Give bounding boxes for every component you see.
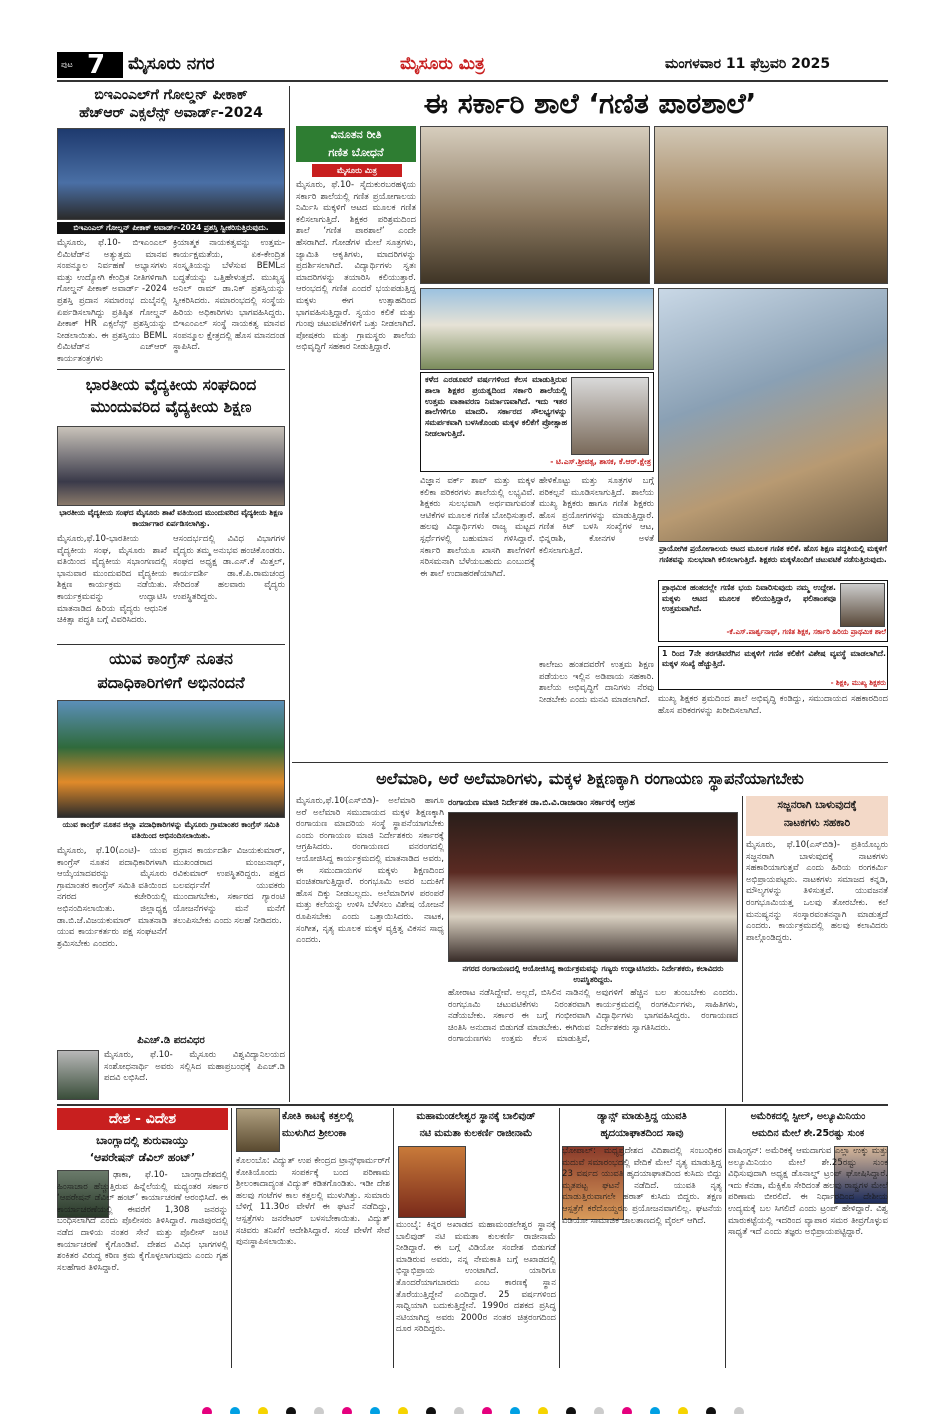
divider <box>393 1108 394 1368</box>
school-body-col2: ವಿಜ್ಞಾನ ವರ್ಕ್ ಶಾಪ್ ಮತ್ತು ಮಕ್ಕಳ ಕಲಿಕಾ ಪರಿಕರಗಳು ಶಾಲೆಯಲ್ಲಿ ಲಭ್ಯವಿವೆ. ಶಿಕ್ಷಕರು ಸುಲಭವಾಗಿ ಅರ್ಥವಾಗುವಂತೆ ಆಟಿಕೆಗಳ ಮೂಲಕ ಗಣಿತ ಬೋಧಿಸುತ್ತಾರೆ. ಹಲವು ವಿದ್ಯಾರ್ಥಿಗಳು ರಾಜ್ಯ ಮಟ್ಟದ ಸ್ಪರ್ಧೆಗಳಲ್ಲಿ ಬಹುಮಾನ ಗಳಿಸಿದ್ದಾರೆ. ಸರ್ಕಾರಿ ಶಾಲೆಯೂ ಖಾಸಗಿ ಶಾಲೆಗಳಿಗೆ ಸರಿಸಮನಾಗಿ ಬೆಳೆಯಬಹುದು ಎಂಬುದಕ್ಕೆ ಈ ಶಾಲೆ ಉದಾಹರಣೆಯಾಗಿದೆ. <box>420 476 535 579</box>
beml-headline-line1: ಬಿಇಎಂಎಲ್‌ಗೆ ಗೋಲ್ಡನ್ ಪೀಕಾಕ್ <box>94 87 248 103</box>
page-label: ಪುಟ <box>61 60 73 69</box>
medical-headline-line2: ಮುಂದುವರಿದ ವೈದ್ಯಕೀಯ ಶಿಕ್ಷಣ <box>90 398 252 416</box>
dance-headline-line2: ಹೃದಯಾಘಾತದಿಂದ ಸಾವು <box>600 1128 684 1139</box>
masthead: ಮೈಸೂರು ಮಿತ್ರ <box>400 54 485 74</box>
tariff-body: ವಾಷಿಂಗ್ಟನ್: ಅಮೆರಿಕಕ್ಕೆ ಆಮದಾಗುವ ಎಲ್ಲಾ ಉಕ್ಕು ಮತ್ತು ಅಲ್ಯೂಮಿನಿಯಂ ಮೇಲೆ ಶೇ.25ರಷ್ಟು ಸುಂಕ ವಿಧಿಸುವುದಾಗಿ ಅಧ್ಯಕ್ಷ ಡೊನಾಲ್ಡ್ ಟ್ರಂಪ್ ಘೋಷಿಸಿದ್ದಾರೆ. ಇದು ಕೆನಡಾ, ಮೆಕ್ಸಿಕೊ ಸೇರಿದಂತೆ ಹಲವು ರಾಷ್ಟ್ರಗಳ ಮೇಲೆ ಪರಿಣಾಮ ಬೀರಲಿದೆ. ಈ ನಿರ್ಧಾರದಿಂದ ದೇಶೀಯ ಉದ್ಯಮಕ್ಕೆ ಬಲ ಸಿಗಲಿದೆ ಎಂದು ಟ್ರಂಪ್ ಹೇಳಿದ್ದಾರೆ. ವಿಶ್ವ ಮಾರುಕಟ್ಟೆಯಲ್ಲಿ ಇದರಿಂದ ವ್ಯಾಪಾರ ಸಮರ ತೀವ್ರಗೊಳ್ಳುವ ಸಾಧ್ಯತೆ ಇದೆ ಎಂದು ತಜ್ಞರು ಅಭಿಪ್ರಾಯಪಟ್ಟಿದ್ದಾರೆ. <box>728 1146 888 1238</box>
beml-body-col1: ಮೈಸೂರು, ಫೆ.10- ಬಿಇಎಂಎಲ್ ಲಿಮಿಟೆಡ್‌ನ ಅತ್ಯುತ್ತಮ ಮಾನವ ಸಂಪನ್ಮೂಲ ನಿರ್ವಹಣೆ ಅಭ್ಯಾಸಗಳು ಮತ್ತು ಉದ್ಯೋಗಿ ಕೇಂದ್ರಿತ ನೀತಿಗಳಿಗಾಗಿ ಗೋಲ್ಡನ್ ಪೀಕಾಕ್ ಅವಾರ್ಡ್ -2024 ಪ್ರಶಸ್ತಿ ಪ್ರದಾನ ಸಮಾರಂಭ ದುಬೈನಲ್ಲಿ ಏರ್ಪಡಿಸಲಾಗಿದ್ದು ಪ್ರತಿಷ್ಠಿತ ಗೋಲ್ಡನ್ ಪೀಕಾಕ್ HR ಎಕ್ಸಲೆನ್ಸ್ ಪ್ರಶಸ್ತಿಯನ್ನು ನೀಡಲಾಯಿತು. ಈ ಪ್ರಶಸ್ತಿಯು BEML ಲಿಮಿಟೆಡ್‌ನ ಎಚ್‌ಆರ್ ಕಾರ್ಯತಂತ್ರಗಳು <box>57 238 167 364</box>
color-dot <box>482 1407 492 1414</box>
school-body-col3b: ಕಾಲೇಜು ಹಂತದವರೆಗೆ ಉತ್ತಮ ಶಿಕ್ಷಣ ಪಡೆಯಲು ಇಲ್ಲಿನ ಅಡಿಪಾಯ ಸಹಕಾರಿ. ಶಾಲೆಯ ಅಭಿವೃದ್ಧಿಗೆ ದಾನಿಗಳು ನೆರವು ನೀಡಬೇಕು ಎಂದು ಮನವಿ ಮಾಡಲಾಗಿದೆ. <box>539 660 654 705</box>
school-kicker-line2: ಗಣಿತ ಬೋಧನೆ <box>328 146 384 159</box>
mamta-photo <box>398 1146 466 1218</box>
school-classroom-photo <box>654 126 888 284</box>
color-dot <box>398 1407 408 1414</box>
phd-headline: ಪಿಎಚ್.ಡಿ ಪದವಿಧರ <box>137 1035 205 1046</box>
color-dot <box>258 1407 268 1414</box>
students-photo-caption: ಪ್ರಾಯೋಗಿಕ ಪ್ರಯೋಗಾಲಯ ಆಟದ ಮೂಲಕ ಗಣಿತ ಕಲಿಕೆ. ಹೊಸ ಶಿಕ್ಷಣ ಪದ್ಧತಿಯಲ್ಲಿ ಮಕ್ಕಳಿಗೆ ಗಣಿತವನ್ನು ಸುಲಭವಾಗಿ ಕಲಿಸಲಾಗುತ್ತಿದೆ. ಶಿಕ್ಷಕರು ಮಕ್ಕಳೊಂದಿಗೆ ಚಟುವಟಿಕೆ ನಡೆಸುತ್ತಿರುವುದು. <box>659 544 887 564</box>
headmaster-quote-box <box>658 646 888 690</box>
school-body-col3: ಹೇಳಿಕೊಟ್ಟು ಮತ್ತು ಸೂತ್ರಗಳ ಬಗ್ಗೆ ಪರಿಕಲ್ಪನೆ ಮೂಡಿಸಲಾಗುತ್ತಿದೆ. ಶಾಲೆಯ ಮುಖ್ಯ ಶಿಕ್ಷಕರು ಹಾಗೂ ಗಣಿತ ಶಿಕ್ಷಕರು ಹೊಸ ಪ್ರಯೋಗಗಳನ್ನು ಮಾಡುತ್ತಿದ್ದಾರೆ. ಗಣಿತ ಕಿಟ್ ಬಳಸಿ ಸಂಖ್ಯೆಗಳ ಆಟ, ಭಿನ್ನರಾಶಿ, ಕೋನಗಳ ಅಳತೆ ಕಲಿಸಲಾಗುತ್ತಿದೆ. <box>539 476 654 556</box>
mamta-body: ಮುಂಬೈ: ಕಿನ್ನರ ಅಖಾಡದ ಮಹಾಮಂಡಲೇಶ್ವರ ಸ್ಥಾನಕ್ಕೆ ಬಾಲಿವುಡ್ ನಟಿ ಮಮತಾ ಕುಲಕರ್ಣಿ ರಾಜೀನಾಮೆ ನೀಡಿದ್ದಾರೆ. ಈ ಬಗ್ಗೆ ವಿಡಿಯೋ ಸಂದೇಶ ಬಿಡುಗಡೆ ಮಾಡಿರುವ ಅವರು, ನನ್ನ ನೇಮಕಾತಿ ಬಗ್ಗೆ ಅಖಾಡದಲ್ಲಿ ಭಿನ್ನಾಭಿಪ್ರಾಯ ಉಂಟಾಗಿದೆ. ಯಾರಿಗೂ ತೊಂದರೆಯಾಗಬಾರದು ಎಂಬ ಕಾರಣಕ್ಕೆ ಸ್ಥಾನ ತೊರೆಯುತ್ತಿದ್ದೇನೆ ಎಂದಿದ್ದಾರೆ. 25 ವರ್ಷಗಳಿಂದ ಸಾಧ್ವಿಯಾಗಿ ಬದುಕುತ್ತಿದ್ದೇನೆ. 1990ರ ದಶಕದ ಪ್ರಸಿದ್ಧ ನಟಿಯಾಗಿದ್ದ ಅವರು 2000ರ ನಂತರ ಚಿತ್ರರಂಗದಿಂದ ದೂರ ಸರಿದಿದ್ದರು. <box>396 1220 556 1335</box>
students-activity-photo <box>658 288 888 542</box>
color-dot <box>202 1407 212 1414</box>
color-dot <box>566 1407 576 1414</box>
srilanka-headline <box>282 1108 390 1144</box>
school-headline: ಈ ಸರ್ಕಾರಿ ಶಾಲೆ ‘ಗಣಿತ ಪಾಠಶಾಲೆ’ <box>423 87 757 120</box>
tariff-headline-line2: ಆಮದಿನ ಮೇಲೆ ಶೇ.25ರಷ್ಟು ಸುಂಕ <box>751 1128 865 1139</box>
beml-body-col2: ಕ್ರಿಯಾತ್ಮಕ ನಾಯಕತ್ವವನ್ನು ಉತ್ತಮ-ಕಾರ್ಯಕ್ಷಮತೆಯ, ಏಕ-ಕೇಂದ್ರಿತ ಸಂಸ್ಕೃತಿಯನ್ನು ಬೆಳೆಸುವ BEMLನ ಬದ್ಧತೆಯನ್ನು ಒತ್ತಿಹೇಳುತ್ತದೆ. ಮುಖ್ಯಸ್ಥ ಅನಿಲ್ ರಾಮ್ ಡಾ.ನಿಕ್ ಪ್ರಶಸ್ತಿಯನ್ನು ಸ್ವೀಕರಿಸಿದರು. ಸಮಾರಂಭದಲ್ಲಿ ಸಂಸ್ಥೆಯ ಹಿರಿಯ ಅಧಿಕಾರಿಗಳು ಭಾಗವಹಿಸಿದ್ದರು. ಬಿಇಎಂಎಲ್ ಸಂಸ್ಥೆ ನಾಯಕತ್ವ ಮಾನವ ಸಂಪನ್ಮೂಲ ಕ್ಷೇತ್ರದಲ್ಲಿ ಹೊಸ ಮಾನದಂಡ ಸ್ಥಾಪಿಸಿದೆ. <box>173 238 285 353</box>
headmaster-quote-text: 1 ರಿಂದ 7ನೇ ತರಗತಿವರೆಗಿನ ಮಕ್ಕಳಿಗೆ ಗಣಿತ ಕಲಿಕೆಗೆ ವಿಶೇಷ ವ್ಯವಸ್ಥೆ ಮಾಡಲಾಗಿದೆ. ಮಕ್ಕಳ ಸಂಖ್ಯೆ ಹೆಚ್ಚುತ್ತಿದೆ. <box>662 649 886 668</box>
phd-body: ಮೈಸೂರು, ಫೆ.10- ಮೈಸೂರು ವಿಶ್ವವಿದ್ಯಾನಿಲಯದ ಸಂಶೋಧನಾರ್ಥಿ ಅವರು ಸಲ್ಲಿಸಿದ ಮಹಾಪ್ರಬಂಧಕ್ಕೆ ಪಿಎಚ್.ಡಿ ಪದವಿ ಲಭಿಸಿದೆ. <box>104 1050 285 1084</box>
color-dot <box>314 1407 324 1414</box>
medical-headline <box>57 374 285 422</box>
divider <box>725 1108 726 1368</box>
srilanka-headline-line2: ಮುಳುಗಿದ ಶ್ರೀಲಂಕಾ <box>282 1128 347 1139</box>
youth-headline-line1: ಯುವ ಕಾಂಗ್ರೆಸ್ ನೂತನ <box>109 649 233 668</box>
dance-headline <box>562 1108 722 1144</box>
divider <box>57 1104 888 1106</box>
divider <box>292 762 888 763</box>
school-footer-text: ಮುಖ್ಯ ಶಿಕ್ಷಕರ ಶ್ರಮದಿಂದ ಶಾಲೆ ಅಭಿವೃದ್ಧಿ ಕಂಡಿದ್ದು, ಸಮುದಾಯದ ಸಹಕಾರದಿಂದ ಹೊಸ ಪರಿಕರಗಳನ್ನು ಖರೀದಿಸಲಾಗಿದೆ. <box>658 694 888 716</box>
divider <box>57 369 285 370</box>
bangladesh-headline-line2: ‘ಆಪರೇಷನ್ ಡೆವಿಲ್ ಹಂಟ್’ <box>89 1151 196 1164</box>
teacher-attribution: -ಕೆ.ಎಸ್.ಪಾರ್ಶ್ವನಾಥ್, ಗಣಿತ ಶಿಕ್ಷಕ, ಸರ್ಕಾರಿ ಹಿರಿಯ ಪ್ರಾಥಮಿಕ ಶಾಲೆ <box>726 628 886 636</box>
rangayana-body-col1: ಮೈಸೂರು,ಫೆ.10(ಎಸ್‌ಬಿಡಿ)- ಅಲೆಮಾರಿ ಹಾಗೂ ಅರೆ ಅಲೆಮಾರಿ ಸಮುದಾಯದ ಮಕ್ಕಳ ಶಿಕ್ಷಣಕ್ಕಾಗಿ ರಂಗಾಯಣ ಮಾದರಿಯ ಸಂಸ್ಥೆ ಸ್ಥಾಪನೆಯಾಗಬೇಕು ಎಂದು ರಂಗಾಯಣ ಮಾಜಿ ನಿರ್ದೇಶಕರು ಸರ್ಕಾರಕ್ಕೆ ಆಗ್ರಹಿಸಿದರು. ರಂಗಾಯಣದ ವನರಂಗದಲ್ಲಿ ಆಯೋಜಿಸಿದ್ದ ಕಾರ್ಯಕ್ರಮದಲ್ಲಿ ಮಾತನಾಡಿದ ಅವರು, ಈ ಸಮುದಾಯಗಳ ಮಕ್ಕಳು ಶಿಕ್ಷಣದಿಂದ ವಂಚಿತರಾಗುತ್ತಿದ್ದಾರೆ. ರಂಗಭೂಮಿ ಅವರ ಬದುಕಿಗೆ ಹೊಸ ದಿಕ್ಕು ನೀಡಬಲ್ಲದು. ಅಲೆಮಾರಿಗಳ ಪರಂಪರೆ ಮತ್ತು ಕಲೆಯನ್ನು ಉಳಿಸಿ ಬೆಳೆಸಲು ವಿಶೇಷ ಯೋಜನೆ ರೂಪಿಸಬೇಕು ಎಂದು ಒತ್ತಾಯಿಸಿದರು. ನಾಟಕ, ಸಂಗೀತ, ನೃತ್ಯ ಮೂಲಕ ಮಕ್ಕಳ ವ್ಯಕ್ತಿತ್ವ ವಿಕಸನ ಸಾಧ್ಯ ಎಂದರು. <box>296 796 444 946</box>
section-title: ಮೈಸೂರು ನಗರ <box>128 54 215 74</box>
color-dot <box>538 1407 548 1414</box>
youth-headline <box>57 647 285 699</box>
color-dot <box>286 1407 296 1414</box>
school-quote-box <box>420 372 654 472</box>
youth-body-col1: ಮೈಸೂರು, ಫೆ.10(ಎಂಟಿ)- ಯುವ ಕಾಂಗ್ರೆಸ್ ನೂತನ ಪದಾಧಿಕಾರಿಗಳಾಗಿ ಆಯ್ಕೆಯಾದವರನ್ನು ಮೈಸೂರು ಗ್ರಾಮಾಂತರ ಕಾಂಗ್ರೆಸ್ ಸಮಿತಿ ವತಿಯಿಂದ ನಗರದ ಕಚೇರಿಯಲ್ಲಿ ಅಭಿನಂದಿಸಲಾಯಿತು. ಜಿಲ್ಲಾಧ್ಯಕ್ಷ ಡಾ.ಬಿ.ಜೆ.ವಿಜಯಕುಮಾರ್ ಮಾತನಾಡಿ ಯುವ ಕಾರ್ಯಕರ್ತರು ಪಕ್ಷ ಸಂಘಟನೆಗೆ ಶ್ರಮಿಸಬೇಕು ಎಂದರು. <box>57 846 167 949</box>
drama-box <box>746 796 888 1100</box>
rangayana-caption: ನಗರದ ರಂಗಾಯಣದಲ್ಲಿ ಆಯೋಜಿಸಿದ್ದ ಕಾರ್ಯಕ್ರಮವನ್ನು ಗಣ್ಯರು ಉದ್ಘಾಟಿಸಿದರು. ನಿರ್ದೇಶಕರು, ಕಲಾವಿದರು ಉಪಸ್ಥಿತರಿದ್ದರು. <box>462 964 724 984</box>
school-building-photo <box>420 288 654 370</box>
bangladesh-body: ಢಾಕಾ, ಫೆ.10- ಬಾಂಗ್ಲಾದೇಶದಲ್ಲಿ ಹಿಂಸಾಚಾರ ಹೆಚ್ಚುತ್ತಿರುವ ಹಿನ್ನೆಲೆಯಲ್ಲಿ ಮಧ್ಯಂತರ ಸರ್ಕಾರ ‘ಆಪರೇಷನ್ ಡೆವಿಲ್ ಹಂಟ್’ ಕಾರ್ಯಾಚರಣೆ ಆರಂಭಿಸಿದೆ. ಈ ಕಾರ್ಯಾಚರಣೆಯಲ್ಲಿ ಈವರೆಗೆ 1,308 ಜನರನ್ನು ಬಂಧಿಸಲಾಗಿದೆ ಎಂದು ಪೊಲೀಸರು ತಿಳಿಸಿದ್ದಾರೆ. ಗಾಜಿಪುರದಲ್ಲಿ ನಡೆದ ದಾಳಿಯ ನಂತರ ಸೇನೆ ಮತ್ತು ಪೊಲೀಸ್ ಜಂಟಿ ಕಾರ್ಯಾಚರಣೆ ಕೈಗೊಂಡಿವೆ. ದೇಶದ ವಿವಿಧ ಭಾಗಗಳಲ್ಲಿ ಶಂಕಿತರ ವಿರುದ್ಧ ಕಠಿಣ ಕ್ರಮ ಕೈಗೊಳ್ಳಲಾಗುವುದು ಎಂದು ಗೃಹ ಸಲಹೆಗಾರ ತಿಳಿಸಿದ್ದಾರೆ. <box>57 1170 228 1273</box>
school-quote-attribution: - ಟಿ.ಎಸ್.ಶ್ರೀವತ್ಸ, ಶಾಸಕ, ಕೆ.ಆರ್.ಕ್ಷೇತ್ರ <box>550 457 651 466</box>
divider <box>231 1108 232 1368</box>
world-section-banner: ದೇಶ - ವಿದೇಶ <box>57 1108 228 1130</box>
color-dot <box>230 1407 240 1414</box>
medical-body-col1: ಮೈಸೂರು,ಫೆ.10-ಭಾರತೀಯ ವೈದ್ಯಕೀಯ ಸಂಘ, ಮೈಸೂರು ಶಾಖೆ ವತಿಯಿಂದ ವೈದ್ಯಕೀಯ ಸಭಾಂಗಣದಲ್ಲಿ ಭಾನುವಾರ ಮುಂದುವರಿದ ವೈದ್ಯಕೀಯ ಶಿಕ್ಷಣ ಕಾರ್ಯಕ್ರಮ ನಡೆಯಿತು. ಕಾರ್ಯಕ್ರಮವನ್ನು ಉದ್ಘಾಟಿಸಿ ಮಾತನಾಡಿದ ಹಿರಿಯ ವೈದ್ಯರು ಆಧುನಿಕ ಚಿಕಿತ್ಸಾ ಪದ್ಧತಿ ಬಗ್ಗೆ ವಿವರಿಸಿದರು. <box>57 534 167 626</box>
school-byline: ಮೈಸೂರು ಮಿತ್ರ <box>312 164 402 177</box>
tariff-headline-line1: ಅಮೆರಿಕದಲ್ಲಿ ಸ್ಟೀಲ್, ಅಲ್ಯೂಮಿನಿಯಂ <box>750 1111 866 1122</box>
color-dot <box>454 1407 464 1414</box>
youth-caption: ಯುವ ಕಾಂಗ್ರೆಸ್ ನೂತನ ಜಿಲ್ಲಾ ಪದಾಧಿಕಾರಿಗಳನ್ನು ಮೈಸೂರು ಗ್ರಾಮಾಂತರ ಕಾಂಗ್ರೆಸ್ ಸಮಿತಿ ವತಿಯಿಂದ ಅಭಿನಂದಿಸಲಾಯಿತು. <box>62 820 280 840</box>
mamta-headline <box>396 1108 556 1144</box>
issue-date: ಮಂಗಳವಾರ 11 ಫೆಬ್ರವರಿ 2025 <box>665 56 831 72</box>
beml-caption: ಬಿಇಎಂಎಲ್ ಗೋಲ್ಡನ್ ಪೀಕಾಕ್ ಅವಾರ್ಡ್-2024 ಪ್ರಶಸ್ತಿ ಸ್ವೀಕರಿಸುತ್ತಿರುವುದು. <box>57 222 285 234</box>
divider <box>289 86 290 1102</box>
color-dot <box>342 1407 352 1414</box>
medical-headline-line1: ಭಾರತೀಯ ವೈದ್ಯಕೀಯ ಸಂಘದಿಂದ <box>85 376 257 394</box>
school-lab-photo <box>420 126 650 284</box>
divider <box>559 1108 560 1368</box>
color-dot <box>370 1407 380 1414</box>
dance-body: ಭೋಪಾಲ್: ಮಧ್ಯಪ್ರದೇಶದ ವಿದಿಶಾದಲ್ಲಿ ಸಂಬಂಧಿಕರ ಮದುವೆ ಸಮಾರಂಭದಲ್ಲಿ ವೇದಿಕೆ ಮೇಲೆ ನೃತ್ಯ ಮಾಡುತ್ತಿದ್ದ 23 ವರ್ಷದ ಯುವತಿ ಹೃದಯಾಘಾತದಿಂದ ಕುಸಿದು ಬಿದ್ದು ಮೃತಪಟ್ಟ ಘಟನೆ ನಡೆದಿದೆ. ಯುವತಿ ನೃತ್ಯ ಮಾಡುತ್ತಿರುವಾಗಲೇ ಹಠಾತ್ ಕುಸಿದು ಬಿದ್ದರು. ತಕ್ಷಣ ಆಸ್ಪತ್ರೆಗೆ ಕರೆದೊಯ್ದರೂ ಪ್ರಯೋಜನವಾಗಲಿಲ್ಲ. ಘಟನೆಯ ವಿಡಿಯೋ ಸಾಮಾಜಿಕ ಜಾಲತಾಣದಲ್ಲಿ ವೈರಲ್ ಆಗಿದೆ. <box>562 1146 722 1226</box>
page-header <box>0 52 945 78</box>
beml-headline <box>57 86 285 124</box>
youth-headline-line2: ಪದಾಧಿಕಾರಿಗಳಿಗೆ ಅಭಿನಂದನೆ <box>97 673 245 692</box>
color-dot <box>678 1407 688 1414</box>
page-number: 7 <box>87 50 106 80</box>
teacher-quote-text: ಪ್ರಾಥಮಿಕ ಹಂತದಲ್ಲೇ ಗಣಿತ ಭಯ ನಿವಾರಿಸುವುದು ನಮ್ಮ ಉದ್ದೇಶ. ಮಕ್ಕಳು ಆಟದ ಮೂಲಕ ಕಲಿಯುತ್ತಿದ್ದಾರೆ, ಫಲಿತಾಂಶವೂ ಉತ್ತಮವಾಗಿದೆ. <box>662 583 836 613</box>
printers-color-marks <box>20 1402 925 1414</box>
youth-photo <box>57 700 285 818</box>
color-dot <box>594 1407 604 1414</box>
rangayana-subhead: ರಂಗಾಯಣ ಮಾಜಿ ನಿರ್ದೇಶಕ ಡಾ.ಬಿ.ವಿ.ರಾಜಾರಾಂ ಸರ್ಕಾರಕ್ಕೆ ಆಗ್ರಹ <box>448 798 635 808</box>
divider <box>57 644 285 645</box>
beml-photo <box>57 128 285 220</box>
school-kicker <box>296 126 416 162</box>
bangladesh-headline <box>57 1132 228 1168</box>
color-dot <box>426 1407 436 1414</box>
dance-headline-line1: ಡ್ಯಾನ್ಸ್ ಮಾಡುತ್ತಿದ್ದ ಯುವತಿ <box>597 1111 687 1122</box>
color-dot <box>622 1407 632 1414</box>
school-body-col1: ಮೈಸೂರು, ಫೆ.10- ಸೈದುಕುರಬರಹಳ್ಳಿಯ ಸರ್ಕಾರಿ ಶಾಲೆಯಲ್ಲಿ ಗಣಿತ ಪ್ರಯೋಗಾಲಯ ನಿರ್ಮಿಸಿ ಮಕ್ಕಳಿಗೆ ಆಟದ ಮೂಲಕ ಗಣಿತ ಕಲಿಸಲಾಗುತ್ತಿದೆ. ಶಿಕ್ಷಕರ ಪರಿಶ್ರಮದಿಂದ ಶಾಲೆ ‘ಗಣಿತ ಪಾಠಶಾಲೆ’ ಎಂದೇ ಹೆಸರಾಗಿದೆ. ಗೋಡೆಗಳ ಮೇಲೆ ಸೂತ್ರಗಳು, ಜ್ಯಾಮಿತಿ ಆಕೃತಿಗಳು, ಮಾದರಿಗಳನ್ನು ಪ್ರದರ್ಶಿಸಲಾಗಿದೆ. ವಿದ್ಯಾರ್ಥಿಗಳು ಸ್ವತಃ ಮಾದರಿಗಳನ್ನು ತಯಾರಿಸಿ ಕಲಿಯುತ್ತಾರೆ. ಆರಂಭದಲ್ಲಿ ಗಣಿತ ಎಂದರೆ ಭಯಪಡುತ್ತಿದ್ದ ಮಕ್ಕಳು ಈಗ ಉತ್ಸಾಹದಿಂದ ಭಾಗವಹಿಸುತ್ತಿದ್ದಾರೆ. ಸ್ವಯಂ ಕಲಿಕೆ ಮತ್ತು ಗುಂಪು ಚಟುವಟಿಕೆಗಳಿಗೆ ಒತ್ತು ನೀಡಲಾಗಿದೆ. ಪೋಷಕರು ಮತ್ತು ಗ್ರಾಮಸ್ಥರು ಶಾಲೆಯ ಅಭಿವೃದ್ಧಿಗೆ ಸಹಕಾರ ನೀಡುತ್ತಿದ್ದಾರೆ. <box>296 180 416 353</box>
color-dot <box>734 1407 744 1414</box>
mla-portrait <box>571 377 649 455</box>
mamta-headline-line2: ನಟಿ ಮಮತಾ ಕುಲಕರ್ಣಿ ರಾಜೀನಾಮೆ <box>419 1128 533 1139</box>
youth-body-col2: ಪ್ರಧಾನ ಕಾರ್ಯದರ್ಶಿ ವಿಜಯಕುಮಾರ್, ಮುಖಂಡರಾದ ಮಂಜುನಾಥ್, ರವಿಕುಮಾರ್ ಉಪಸ್ಥಿತರಿದ್ದರು. ಪಕ್ಷದ ಬಲವರ್ಧನೆಗೆ ಯುವಕರು ಮುಂದಾಗಬೇಕು, ಸರ್ಕಾರದ ಗ್ಯಾರಂಟಿ ಯೋಜನೆಗಳನ್ನು ಮನೆ ಮನೆಗೆ ತಲುಪಿಸಬೇಕು ಎಂದು ಸಲಹೆ ನೀಡಿದರು. <box>173 846 285 926</box>
divider <box>742 796 743 1102</box>
color-dot <box>706 1407 716 1414</box>
srilanka-headline-line1: ಕೋತಿ ಕಾಟಕ್ಕೆ ಕತ್ತಲಲ್ಲಿ <box>282 1111 354 1122</box>
teacher-quote-box <box>658 580 888 642</box>
srilanka-body: ಕೊಲಂಬೊ: ವಿದ್ಯುತ್ ಉಪ ಕೇಂದ್ರದ ಟ್ರಾನ್ಸ್‌ಫಾರ್ಮರ್‌ಗೆ ಕೋತಿಯೊಂದು ಸಂಪರ್ಕಕ್ಕೆ ಬಂದ ಪರಿಣಾಮ ಶ್ರೀಲಂಕಾದಾದ್ಯಂತ ವಿದ್ಯುತ್ ಕಡಿತಗೊಂಡಿತು. ಇಡೀ ದೇಶ ಹಲವು ಗಂಟೆಗಳ ಕಾಲ ಕತ್ತಲಲ್ಲಿ ಮುಳುಗಿತ್ತು. ಸುಮಾರು ಬೆಳಿಗ್ಗೆ 11.30ರ ವೇಳೆಗೆ ಈ ಘಟನೆ ನಡೆದಿದ್ದು, ಆಸ್ಪತ್ರೆಗಳು ಜನರೇಟರ್ ಬಳಸಬೇಕಾಯಿತು. ವಿದ್ಯುತ್ ಸಚಿವರು ತನಿಖೆಗೆ ಆದೇಶಿಸಿದ್ದಾರೆ. ಸಂಜೆ ವೇಳೆಗೆ ಸೇವೆ ಪುನಃಸ್ಥಾಪಿಸಲಾಯಿತು. <box>236 1156 390 1248</box>
medical-body-col2: ಆಸಂದರ್ಭದಲ್ಲಿ ವಿವಿಧ ವಿಭಾಗಗಳ ವೈದ್ಯರು ತಮ್ಮ ಅನುಭವ ಹಂಚಿಕೊಂಡರು. ಸಂಘದ ಅಧ್ಯಕ್ಷ ಡಾ.ಎಸ್.ಕೆ ಮಿತ್ತಲ್, ಕಾರ್ಯದರ್ಶಿ ಡಾ.ಕೆ.ಪಿ.ರಾಮಚಂದ್ರ ಸೇರಿದಂತೆ ಹಲವಾರು ವೈದ್ಯರು ಉಪಸ್ಥಿತರಿದ್ದರು. <box>173 534 285 602</box>
header-rule <box>57 80 888 82</box>
mamta-headline-line1: ಮಹಾಮಂಡಲೇಶ್ವರ ಸ್ಥಾನಕ್ಕೆ ಬಾಲಿವುಡ್ <box>416 1111 536 1122</box>
phd-portrait <box>57 1050 99 1100</box>
bangladesh-headline-line1: ಬಾಂಗ್ಲಾದಲ್ಲಿ ಶುರುವಾಯ್ತು <box>96 1134 189 1147</box>
school-kicker-line1: ವಿನೂತನ ರೀತಿ <box>330 128 382 141</box>
drama-body: ಮೈಸೂರು, ಫೆ.10(ಎಸ್‌ಬಿಡಿ)- ಪ್ರತಿಯೊಬ್ಬರು ಸಜ್ಜನರಾಗಿ ಬಾಳುವುದಕ್ಕೆ ನಾಟಕಗಳು ಸಹಕಾರಿಯಾಗುತ್ತವೆ ಎಂದು ಹಿರಿಯ ರಂಗಕರ್ಮಿ ಅಭಿಪ್ರಾಯಪಟ್ಟರು. ನಾಟಕಗಳು ಸಮಾಜದ ಕನ್ನಡಿ, ಮೌಲ್ಯಗಳನ್ನು ತಿಳಿಸುತ್ತವೆ. ಯುವಜನತೆ ರಂಗಭೂಮಿಯತ್ತ ಒಲವು ತೋರಬೇಕು. ಕಲೆ ಮನುಷ್ಯನನ್ನು ಸಂಸ್ಕಾರವಂತನನ್ನಾಗಿ ಮಾಡುತ್ತದೆ ಎಂದರು. ಕಾರ್ಯಕ್ರಮದಲ್ಲಿ ಹಲವು ಕಲಾವಿದರು ಪಾಲ್ಗೊಂಡಿದ್ದರು. <box>746 840 888 943</box>
school-quote-text: ಕಳೆದ ಎರಡೂವರೆ ವರ್ಷಗಳಿಂದ ಕೆಲಸ ಮಾಡುತ್ತಿರುವ ಶಾಲಾ ಶಿಕ್ಷಕರ ಪ್ರಯತ್ನದಿಂದ ಸರ್ಕಾರಿ ಶಾಲೆಯಲ್ಲಿ ಉತ್ತಮ ವಾತಾವರಣ ನಿರ್ಮಾಣವಾಗಿದೆ. ಇದು ಇತರ ಶಾಲೆಗಳಿಗೂ ಮಾದರಿ. ಸರ್ಕಾರದ ಸೌಲಭ್ಯಗಳನ್ನು ಸಮರ್ಪಕವಾಗಿ ಬಳಸಿಕೊಂಡು ಮಕ್ಕಳ ಕಲಿಕೆಗೆ ಪ್ರೋತ್ಸಾಹ ನೀಡಲಾಗುತ್ತಿದೆ. <box>425 375 567 438</box>
drama-headline <box>746 796 888 836</box>
drama-headline-line2: ನಾಟಕಗಳು ಸಹಕಾರಿ <box>783 817 851 829</box>
rangayana-headline: ಅಲೆಮಾರಿ, ಅರೆ ಅಲೆಮಾರಿಗಳು, ಮಕ್ಕಳ ಶಿಕ್ಷಣಕ್ಕಾಗಿ ರಂಗಾಯಣ ಸ್ಥಾಪನೆಯಾಗಬೇಕು <box>376 769 804 788</box>
tariff-headline <box>728 1108 888 1144</box>
headmaster-attribution: - ಶಿಕ್ಷಕಿ, ಮುಖ್ಯ ಶಿಕ್ಷಕರು <box>830 679 886 687</box>
monkey-photo <box>236 1108 280 1152</box>
beml-headline-line2: ಹೆಚ್‌ಆರ್ ಎಕ್ಸಲೆನ್ಸ್ ಅವಾರ್ಡ್-2024 <box>79 105 263 121</box>
medical-caption: ಭಾರತೀಯ ವೈದ್ಯಕೀಯ ಸಂಘದ ಮೈಸೂರು ಶಾಖೆ ವತಿಯಿಂದ ಮುಂದುವರಿದ ವೈದ್ಯಕೀಯ ಶಿಕ್ಷಣ ಕಾರ್ಯಾಗಾರ ಏರ್ಪಡಿಸಲಾಗಿತ್ತು. <box>59 508 283 528</box>
drama-headline-line1: ಸಜ್ಜನರಾಗಿ ಬಾಳುವುದಕ್ಕೆ <box>777 799 857 811</box>
rangayana-photo <box>448 812 738 962</box>
color-dot <box>510 1407 520 1414</box>
color-dot <box>650 1407 660 1414</box>
teacher-portrait <box>840 583 885 627</box>
page-number-box <box>57 52 123 78</box>
rangayana-body-col2: ಹೋರಾಟ ನಡೆಸಿದ್ದೇವೆ. ಅಲ್ಲದೆ, ಬಿಸಿಲಿನ ನಾಡಿನಲ್ಲಿ ರಂಗಭೂಮಿ ಚಟುವಟಿಕೆಗಳು ನಿರಂತರವಾಗಿ ನಡೆಯಬೇಕು. ಸರ್ಕಾರ ಈ ಬಗ್ಗೆ ಗಂಭೀರವಾಗಿ ಚಿಂತಿಸಿ ಅನುದಾನ ಬಿಡುಗಡೆ ಮಾಡಬೇಕು. ಈಗಿರುವ ರಂಗಾಯಣಗಳು ಉತ್ತಮ ಕೆಲಸ ಮಾಡುತ್ತಿವೆ, ಅವುಗಳಿಗೆ ಹೆಚ್ಚಿನ ಬಲ ತುಂಬಬೇಕು ಎಂದರು. ಕಾರ್ಯಕ್ರಮದಲ್ಲಿ ರಂಗಕರ್ಮಿಗಳು, ಸಾಹಿತಿಗಳು, ವಿದ್ಯಾರ್ಥಿಗಳು ಭಾಗವಹಿಸಿದ್ದರು. ರಂಗಾಯಣದ ನಿರ್ದೇಶಕರು ಸ್ವಾಗತಿಸಿದರು. <box>448 988 738 1045</box>
medical-photo <box>57 426 285 506</box>
